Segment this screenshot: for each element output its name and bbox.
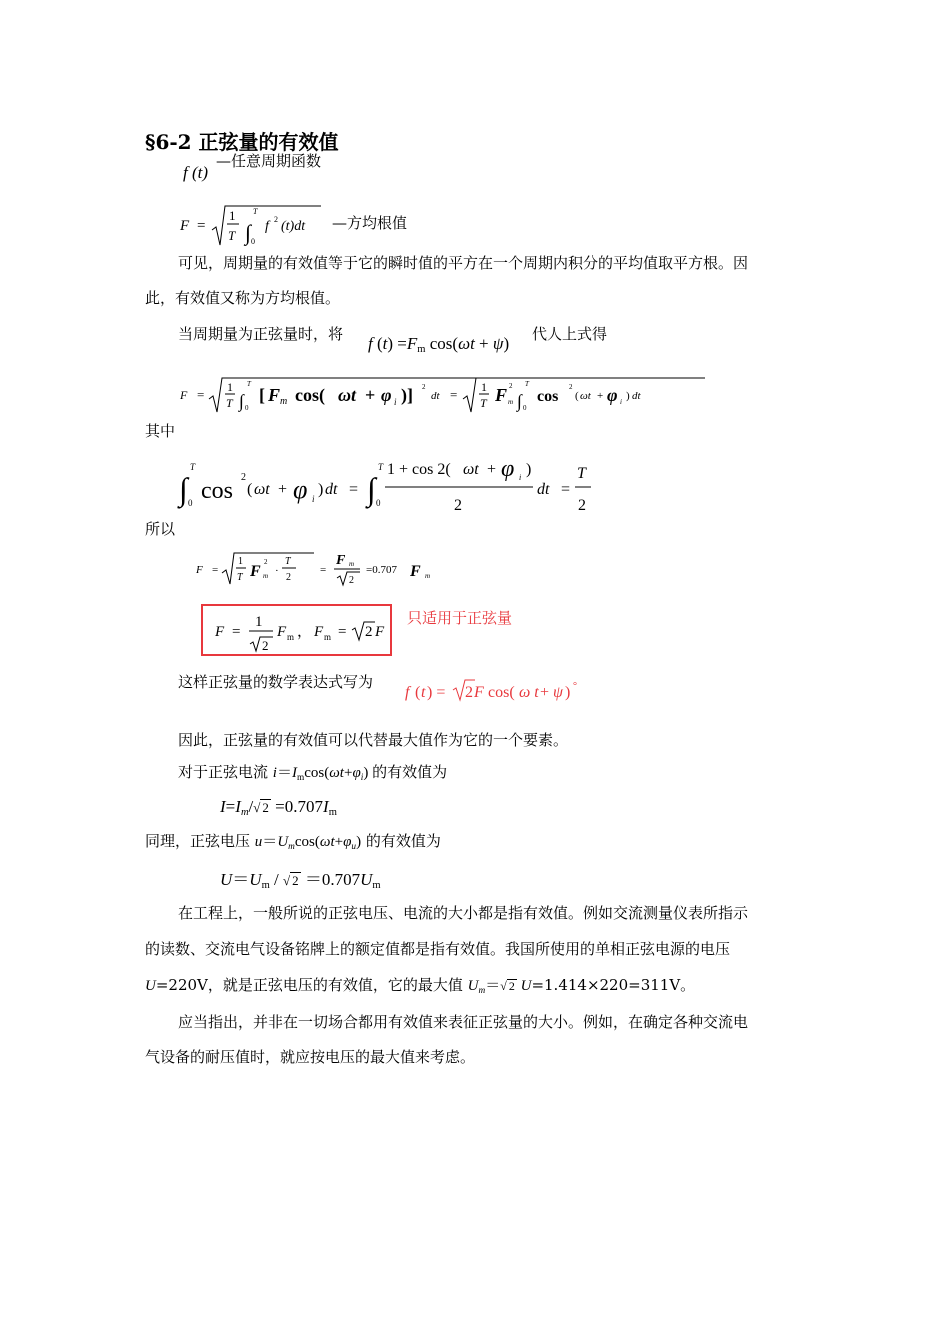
boxed-formula xyxy=(203,606,390,654)
svg-text:ωt: ωt xyxy=(338,385,357,405)
paragraph-7-line-3-b: =1.414×220=311V。 xyxy=(531,976,696,994)
max-voltage-expression: $U_m=√$ 2 U xyxy=(467,978,532,996)
svg-text:F: F xyxy=(375,624,385,640)
svg-text:2: 2 xyxy=(569,383,573,391)
page-title: §6-2 正弦量的有效值 xyxy=(145,130,339,154)
svg-text:(: ( xyxy=(575,390,579,402)
svg-text:+: + xyxy=(540,684,550,701)
svg-text:m: m xyxy=(508,398,514,406)
paragraph-8-line-2: 气设备的耐压值时，就应按电压的最大值来考虑。 xyxy=(145,1048,476,1066)
svg-text:): ) xyxy=(565,684,571,701)
label-qizhong: 其中 xyxy=(145,422,176,440)
svg-text:2: 2 xyxy=(262,638,269,653)
svg-text:cos(: cos( xyxy=(488,684,515,701)
svg-text:φ: φ xyxy=(381,385,392,405)
svg-text:1 + cos 2(: 1 + cos 2( xyxy=(387,461,451,478)
svg-text:(t)dt: (t)dt xyxy=(281,219,306,234)
svg-text:2: 2 xyxy=(264,558,268,566)
svg-text:2: 2 xyxy=(465,684,473,701)
svg-text:dt: dt xyxy=(632,390,641,402)
svg-text:∫: ∫ xyxy=(239,391,244,411)
voltage-rms-formula: $U=U_m$ / √ $2 =0.707U_m$ xyxy=(220,870,381,892)
svg-text:0: 0 xyxy=(188,498,193,508)
svg-text:T: T xyxy=(253,207,258,216)
rms-description: —方均根值 xyxy=(332,214,408,232)
svg-text:1: 1 xyxy=(255,614,263,630)
rms-sinusoid-formula xyxy=(175,372,715,418)
paragraph-1-line-1: 可见，周期量的有效值等于它的瞬时值的平方在一个周期内积分的平均值取平方根。因 xyxy=(178,254,749,272)
svg-text:∫: ∫ xyxy=(517,391,522,411)
svg-text:+: + xyxy=(487,461,497,478)
svg-text:·: · xyxy=(275,565,279,577)
svg-text:F: F xyxy=(336,553,346,568)
svg-text:cos(: cos( xyxy=(295,385,325,405)
svg-text:T: T xyxy=(226,396,233,410)
svg-text:T: T xyxy=(237,572,243,583)
svg-text:2: 2 xyxy=(509,382,513,390)
voltage-expression: $u=U_m\cos(\omega t+\varphi_u)$ xyxy=(254,834,362,852)
svg-text:2: 2 xyxy=(365,624,373,640)
svg-text:): ) xyxy=(526,461,532,478)
sinusoid-substitution-formula: f $(t) =F_m$ cos(ωt + ψ) xyxy=(368,334,510,356)
paragraph-3-prefix: 这样正弦量的数学表达式写为 xyxy=(178,673,374,691)
svg-text:1: 1 xyxy=(227,380,233,394)
svg-text:0: 0 xyxy=(523,404,527,412)
svg-text:i: i xyxy=(519,473,522,482)
svg-text:T: T xyxy=(285,556,291,567)
svg-text:T: T xyxy=(228,228,236,243)
sinusoid-rms-box xyxy=(201,604,392,656)
svg-text:T: T xyxy=(577,465,586,482)
svg-text:=: = xyxy=(338,624,347,640)
svg-text:φ: φ xyxy=(293,475,308,504)
svg-text:∫: ∫ xyxy=(179,471,188,507)
svg-text:ωt: ωt xyxy=(254,481,270,498)
svg-text:0: 0 xyxy=(245,404,249,412)
svg-text:i: i xyxy=(394,397,397,407)
svg-text:+: + xyxy=(365,385,376,405)
svg-text:∫: ∫ xyxy=(367,471,376,507)
svg-text:)]: )] xyxy=(401,385,413,405)
svg-text:=: = xyxy=(561,481,571,498)
paragraph-5-line xyxy=(178,765,447,783)
svg-text:φ: φ xyxy=(501,456,515,482)
paragraph-4: 因此，正弦量的有效值可以代替最大值作为它的一个要素。 xyxy=(178,731,569,749)
svg-text:=: = xyxy=(197,218,206,234)
svg-text:F: F xyxy=(250,563,261,580)
current-rms-formula: $I=I_m/√$ $2 =0.707I_m$ xyxy=(220,797,337,819)
svg-text:2: 2 xyxy=(241,472,246,483)
svg-text:dt: dt xyxy=(431,390,440,402)
current-expression: $i=I_m\cos(\omega t+\varphi_i)$ xyxy=(272,765,373,783)
label-suoyi: 所以 xyxy=(145,520,176,538)
svg-text:F: F xyxy=(215,624,225,640)
svg-text:F: F xyxy=(180,388,188,402)
sinusoid-expression-formula xyxy=(403,676,603,706)
svg-text:T: T xyxy=(378,462,384,472)
svg-text:=: = xyxy=(349,481,359,498)
paragraph-1-line-2: 此，有效值又称为方均根值。 xyxy=(145,289,341,307)
svg-text:F: F xyxy=(268,385,281,405)
svg-text:1: 1 xyxy=(238,556,243,567)
svg-text:ω t: ω t xyxy=(519,684,539,701)
svg-text:cos: cos xyxy=(201,478,233,504)
paragraph-7-line-1: 在工程上，一般所说的正弦电压、电流的大小都是指有效值。例如交流测量仪表所指示 xyxy=(178,904,749,922)
svg-text:t: t xyxy=(421,684,426,701)
svg-text:T: T xyxy=(190,462,196,472)
paragraph-7-line-3 xyxy=(145,978,695,996)
svg-text:m: m xyxy=(425,572,431,580)
paragraph-7-line-3-a: =220V，就是正弦电压的有效值，它的最大值 xyxy=(155,976,463,994)
svg-text:dt: dt xyxy=(325,481,338,498)
svg-text:=: = xyxy=(212,564,219,576)
svg-text:m: m xyxy=(263,572,269,580)
svg-text:1: 1 xyxy=(229,208,236,223)
svg-text:[: [ xyxy=(259,385,265,405)
svg-text:+: + xyxy=(278,481,288,498)
svg-text:ψ: ψ xyxy=(553,684,563,701)
svg-text:F: F xyxy=(196,564,203,576)
svg-text:∫: ∫ xyxy=(245,220,252,245)
svg-text:0: 0 xyxy=(376,498,381,508)
svg-text:): ) xyxy=(318,481,324,498)
svg-text:°: ° xyxy=(573,681,577,692)
svg-text:m: m xyxy=(280,396,288,407)
svg-text:ωt: ωt xyxy=(580,390,591,402)
svg-text:(: ( xyxy=(415,684,421,701)
svg-text:F: F xyxy=(180,218,190,234)
svg-text:f: f xyxy=(265,219,269,234)
svg-text:F: F xyxy=(314,624,324,640)
svg-text:) =: ) = xyxy=(427,684,446,701)
svg-text:2: 2 xyxy=(578,497,586,514)
paragraph-8-line-1: 应当指出，并非在一切场合都用有效值来表征正弦量的大小。例如，在确定各种交流电 xyxy=(178,1013,749,1031)
ft-description: —任意周期函数 xyxy=(216,152,322,170)
svg-text:ωt: ωt xyxy=(463,461,479,478)
svg-text:2: 2 xyxy=(422,383,426,391)
rms-result-formula xyxy=(192,548,482,590)
svg-text:+: + xyxy=(597,390,604,402)
svg-text:=: = xyxy=(320,564,327,576)
svg-text:2: 2 xyxy=(349,575,354,586)
svg-text:m: m xyxy=(349,560,355,568)
paragraph-6-line xyxy=(145,834,441,852)
svg-text:m: m xyxy=(324,632,332,642)
svg-text:0: 0 xyxy=(251,237,255,246)
paragraph-6-suffix: 的有效值为 xyxy=(365,832,441,850)
svg-text:f: f xyxy=(405,684,410,701)
svg-text:2: 2 xyxy=(454,497,462,514)
svg-text:T: T xyxy=(480,396,487,410)
cos-square-integral-formula xyxy=(175,452,605,520)
ft-symbol: f (t) xyxy=(183,163,209,182)
svg-text:i: i xyxy=(312,494,315,504)
box-note: 只适用于正弦量 xyxy=(407,609,513,627)
paragraph-5-prefix: 对于正弦电流 xyxy=(178,763,269,781)
paragraph-6-prefix: 同理，正弦电压 xyxy=(145,832,251,850)
svg-text:，: ， xyxy=(297,624,313,640)
svg-text:2: 2 xyxy=(286,572,291,583)
svg-text:m: m xyxy=(287,632,295,642)
svg-text:F: F xyxy=(277,624,287,640)
paragraph-2-prefix: 当周期量为正弦量时，将 xyxy=(178,325,344,343)
svg-text:F: F xyxy=(410,563,421,580)
svg-text:): ) xyxy=(626,390,630,402)
svg-text:1: 1 xyxy=(481,380,487,394)
svg-text:(: ( xyxy=(247,481,253,498)
paragraph-5-suffix: 的有效值为 xyxy=(372,763,448,781)
paragraph-2-suffix: 代人上式得 xyxy=(532,325,608,343)
svg-text:i: i xyxy=(620,398,622,406)
svg-text:2: 2 xyxy=(274,215,278,224)
svg-text:=: = xyxy=(450,387,458,402)
svg-text:=: = xyxy=(197,387,205,402)
svg-text:F: F xyxy=(474,684,484,701)
voltage-symbol: U xyxy=(145,978,156,994)
svg-text:dt: dt xyxy=(537,481,550,498)
svg-text:=0.707: =0.707 xyxy=(366,564,397,576)
svg-text:T: T xyxy=(247,380,251,388)
svg-text:=: = xyxy=(232,624,241,640)
svg-text:cos: cos xyxy=(537,388,559,405)
svg-text:φ: φ xyxy=(607,385,618,405)
svg-text:T: T xyxy=(525,380,529,388)
svg-text:F: F xyxy=(495,385,508,405)
rms-definition-formula xyxy=(175,200,325,250)
paragraph-7-line-2: 的读数、交流电气设备铭牌上的额定值都是指有效值。我国所使用的单相正弦电源的电压 xyxy=(145,940,731,958)
